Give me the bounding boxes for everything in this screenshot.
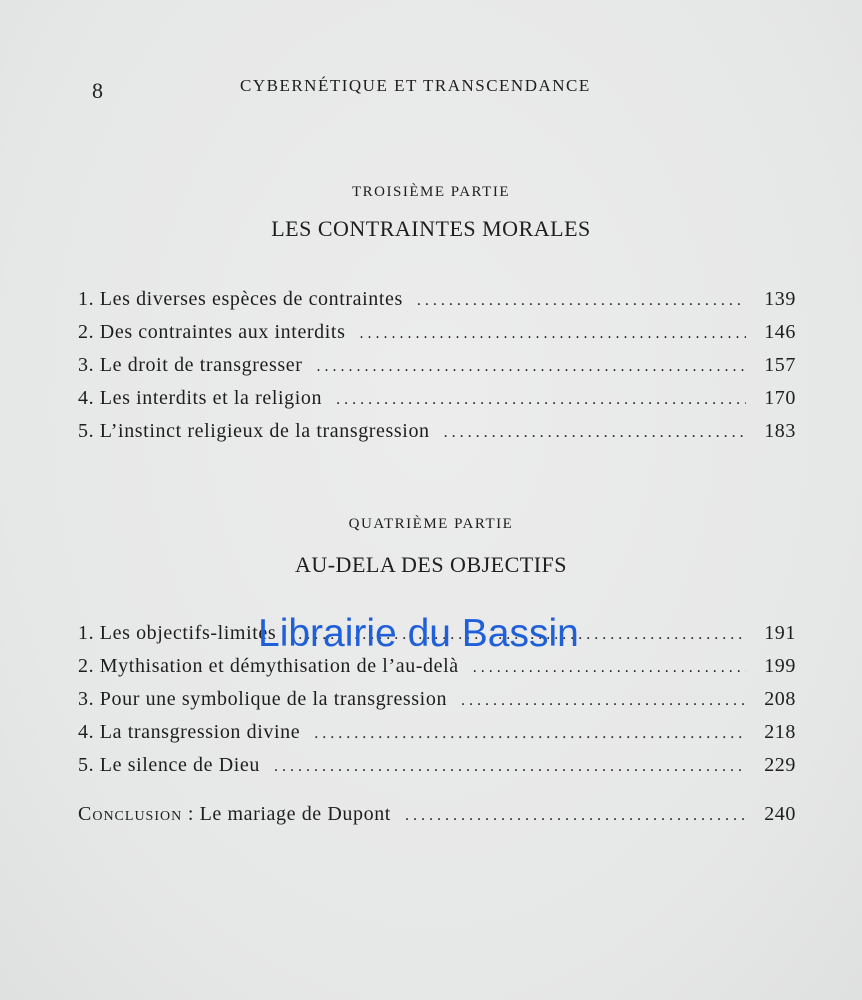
entry-title: 3. Pour une symbolique de la transgression (78, 688, 448, 710)
entry-title: 3. Le droit de transgresser (78, 354, 303, 376)
conclusion-text: : Le mariage de Dupont (182, 803, 391, 825)
toc-entry (78, 655, 796, 688)
dot-leader (461, 692, 746, 710)
entry-title: 5. Le silence de Dieu (78, 754, 260, 776)
entry-page: 218 (764, 721, 796, 743)
entry-title: 1. Les diverses espèces de contraintes (78, 288, 403, 310)
entry-page: 146 (764, 321, 796, 343)
conclusion-label: Conclusion (78, 803, 183, 825)
dot-leader (417, 292, 746, 310)
dot-leader (316, 358, 746, 376)
toc-entry (78, 754, 796, 787)
entry-page: 170 (764, 387, 796, 409)
part-four-label: QUATRIÈME PARTIE (348, 516, 514, 532)
toc-entry (78, 387, 796, 420)
running-title: CYBERNÉTIQUE ET TRANSCENDANCE (240, 76, 591, 95)
entry-page: 191 (764, 622, 796, 644)
entry-title: 2. Des contraintes aux interdits (78, 321, 346, 343)
toc-entry (78, 721, 796, 754)
dot-leader (444, 424, 746, 442)
entry-page: 199 (764, 655, 796, 677)
part-four-title: AU-DELA DES OBJECTIFS (294, 552, 568, 577)
toc-entry (78, 354, 796, 387)
dot-leader (405, 807, 746, 825)
dot-leader (274, 758, 746, 776)
toc-entry (78, 288, 796, 321)
toc-entry (78, 321, 796, 354)
toc-entry (78, 688, 796, 721)
dot-leader (473, 659, 746, 677)
running-head (92, 76, 652, 106)
watermark: Librairie du Bassin (258, 612, 579, 655)
toc-conclusion (78, 803, 796, 836)
dot-leader (359, 325, 746, 343)
entry-title: 5. L’instinct religieux de la transgression (78, 420, 430, 442)
conclusion-title (78, 803, 391, 826)
conclusion-page: 240 (764, 803, 796, 825)
toc-part-three (78, 288, 796, 453)
entry-page: 157 (764, 354, 796, 376)
entry-title: 4. La transgression divine (78, 721, 301, 743)
entry-title: 4. Les interdits et la religion (78, 387, 323, 409)
page-number: 8 (92, 78, 103, 103)
entry-page: 139 (764, 288, 796, 310)
entry-title: 2. Mythisation et démythisation de l’au-delà (78, 655, 459, 677)
dot-leader (336, 391, 746, 409)
toc-entry (78, 420, 796, 453)
entry-title: 1. Les objectifs-limites (78, 622, 277, 644)
part-three-label: TROISIÈME PARTIE (352, 184, 510, 200)
entry-page: 208 (764, 688, 796, 710)
entry-page: 183 (764, 420, 796, 442)
part-three-title: LES CONTRAINTES MORALES (271, 216, 591, 241)
entry-page: 229 (764, 754, 796, 776)
dot-leader (314, 725, 746, 743)
